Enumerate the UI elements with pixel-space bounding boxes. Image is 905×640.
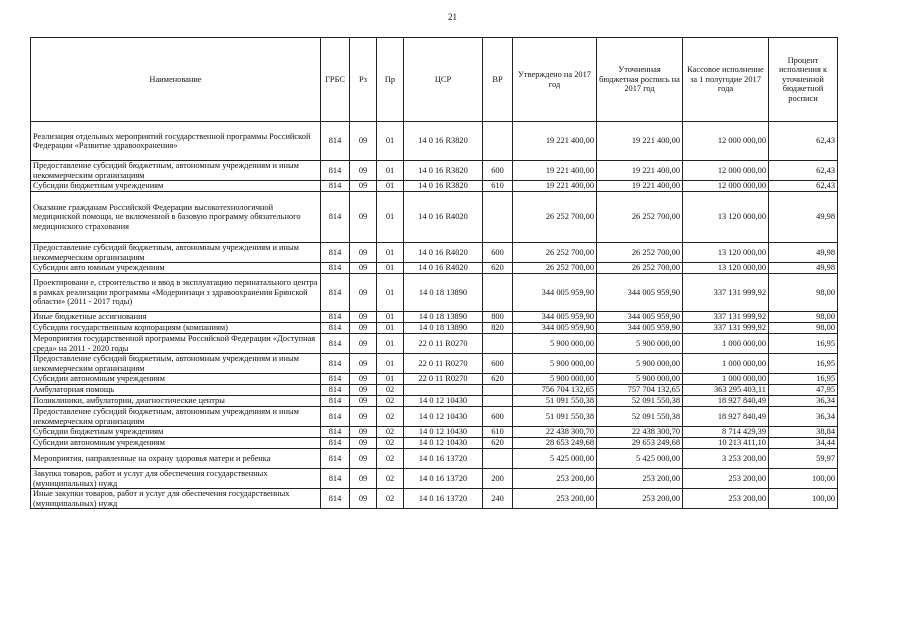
cell-csr: 14 0 16 13720 (404, 469, 483, 489)
cell-rz: 09 (350, 438, 377, 449)
table-row (31, 274, 838, 312)
table-row (31, 489, 838, 509)
cell-percent: 49,98 (769, 192, 838, 243)
cell-cash: 3 253 200,00 (683, 449, 769, 469)
cell-percent: 16,95 (769, 354, 838, 374)
cell-grbs: 814 (321, 354, 350, 374)
cell-name: Мероприятия, направленные на охрану здоровья матери и ребенка (31, 449, 321, 469)
cell-pr: 02 (377, 469, 404, 489)
cell-grbs: 814 (321, 312, 350, 323)
header-percent: Процент исполнения к уточненной бюджетной росписи (769, 38, 838, 122)
cell-cash: 1 000 000,00 (683, 374, 769, 385)
cell-name: Предоставление субсидий бюджетным, автономным учреждениям и иным некоммерческим организациям (31, 161, 321, 181)
cell-rz: 09 (350, 263, 377, 274)
cell-pr: 01 (377, 192, 404, 243)
cell-vr: 610 (483, 181, 513, 192)
cell-name: Субсидии автономным учреждениям (31, 374, 321, 385)
cell-approved: 19 221 400,00 (513, 122, 597, 161)
cell-refined: 344 005 959,90 (597, 312, 683, 323)
page-number: 21 (448, 12, 457, 22)
cell-rz: 09 (350, 192, 377, 243)
cell-approved: 5 900 000,00 (513, 334, 597, 354)
cell-name: Иные закупки товаров, работ и услуг для обеспечения государственных (муниципальных) нужд (31, 489, 321, 509)
cell-csr: 14 0 16 13720 (404, 449, 483, 469)
cell-percent: 62,43 (769, 161, 838, 181)
cell-rz: 09 (350, 243, 377, 263)
table-row (31, 334, 838, 354)
cell-pr: 02 (377, 407, 404, 427)
table-row (31, 438, 838, 449)
cell-percent: 59,97 (769, 449, 838, 469)
cell-vr: 200 (483, 469, 513, 489)
cell-cash: 253 200,00 (683, 469, 769, 489)
cell-approved: 5 425 000,00 (513, 449, 597, 469)
cell-cash: 12 000 000,00 (683, 161, 769, 181)
cell-name: Субсидии авто юмным учреждениям (31, 263, 321, 274)
cell-percent: 98,00 (769, 323, 838, 334)
cell-vr: 820 (483, 323, 513, 334)
cell-refined: 344 005 959,90 (597, 274, 683, 312)
cell-vr: 600 (483, 243, 513, 263)
cell-csr: 14 0 12 10430 (404, 427, 483, 438)
cell-grbs: 814 (321, 274, 350, 312)
cell-name: Оказание гражданам Российской Федерации высокотехнологичной медицинской помощи, не включенной в базовую программу обязательного медицинского страхования (31, 192, 321, 243)
cell-percent: 100,00 (769, 469, 838, 489)
cell-rz: 09 (350, 374, 377, 385)
cell-percent: 34,44 (769, 438, 838, 449)
cell-refined: 253 200,00 (597, 469, 683, 489)
cell-refined: 5 425 000,00 (597, 449, 683, 469)
cell-cash: 1 000 000,00 (683, 334, 769, 354)
cell-grbs: 814 (321, 263, 350, 274)
cell-vr: 800 (483, 312, 513, 323)
cell-vr (483, 334, 513, 354)
cell-vr: 610 (483, 427, 513, 438)
cell-percent: 100,00 (769, 489, 838, 509)
cell-pr: 01 (377, 274, 404, 312)
cell-cash: 13 120 000,00 (683, 263, 769, 274)
cell-refined: 26 252 700,00 (597, 263, 683, 274)
cell-rz: 09 (350, 489, 377, 509)
cell-vr: 600 (483, 407, 513, 427)
table-header-row (31, 38, 838, 122)
cell-csr: 22 0 11 R0270 (404, 374, 483, 385)
cell-refined: 19 221 400,00 (597, 161, 683, 181)
header-csr: ЦСР (404, 38, 483, 122)
cell-pr: 01 (377, 263, 404, 274)
cell-name: Предоставление субсидий бюджетным, автономным учреждениям и иным некоммерческим организациям (31, 243, 321, 263)
cell-vr (483, 192, 513, 243)
cell-vr: 620 (483, 374, 513, 385)
cell-refined: 5 900 000,00 (597, 334, 683, 354)
cell-name: Предоставление субсидий бюджетным, автономным учреждениям и иным некоммерческим организациям (31, 354, 321, 374)
cell-approved: 5 900 000,00 (513, 354, 597, 374)
table-row (31, 407, 838, 427)
cell-pr: 01 (377, 312, 404, 323)
cell-csr (404, 385, 483, 396)
cell-cash: 13 120 000,00 (683, 243, 769, 263)
cell-approved: 344 005 959,90 (513, 312, 597, 323)
cell-cash: 18 927 840,49 (683, 396, 769, 407)
cell-percent: 62,43 (769, 122, 838, 161)
table-row (31, 192, 838, 243)
cell-vr: 620 (483, 263, 513, 274)
cell-csr: 14 0 16 R4020 (404, 192, 483, 243)
cell-refined: 22 438 300,70 (597, 427, 683, 438)
cell-grbs: 814 (321, 438, 350, 449)
table-row (31, 449, 838, 469)
cell-vr (483, 396, 513, 407)
cell-name: Субсидии государственным корпорациям (компаниям) (31, 323, 321, 334)
cell-cash: 337 131 999,92 (683, 323, 769, 334)
header-refined: Уточненная бюджетная роспись на 2017 год (597, 38, 683, 122)
cell-csr: 22 0 11 R0270 (404, 334, 483, 354)
table-row (31, 469, 838, 489)
cell-csr: 14 0 16 13720 (404, 489, 483, 509)
cell-pr: 02 (377, 396, 404, 407)
cell-rz: 09 (350, 469, 377, 489)
cell-grbs: 814 (321, 469, 350, 489)
cell-approved: 28 653 249,68 (513, 438, 597, 449)
cell-approved: 22 438 300,70 (513, 427, 597, 438)
cell-name: Субсидии бюджетным учреждениям (31, 427, 321, 438)
cell-vr (483, 385, 513, 396)
cell-csr: 14 0 12 10430 (404, 407, 483, 427)
cell-cash: 8 714 429,39 (683, 427, 769, 438)
cell-csr: 22 0 11 R0270 (404, 354, 483, 374)
header-approved: Утверждено на 2017 год (513, 38, 597, 122)
cell-refined: 757 704 132,65 (597, 385, 683, 396)
cell-cash: 10 213 411,10 (683, 438, 769, 449)
cell-pr: 02 (377, 449, 404, 469)
cell-cash: 13 120 000,00 (683, 192, 769, 243)
cell-rz: 09 (350, 396, 377, 407)
cell-refined: 19 221 400,00 (597, 122, 683, 161)
cell-grbs: 814 (321, 192, 350, 243)
cell-rz: 09 (350, 122, 377, 161)
cell-approved: 19 221 400,00 (513, 181, 597, 192)
cell-approved: 253 200,00 (513, 489, 597, 509)
table-row (31, 427, 838, 438)
cell-approved: 756 704 132,65 (513, 385, 597, 396)
cell-pr: 02 (377, 385, 404, 396)
cell-cash: 337 131 999,92 (683, 312, 769, 323)
cell-cash: 18 927 840,49 (683, 407, 769, 427)
cell-name: Субсидии бюджетным учреждениям (31, 181, 321, 192)
cell-refined: 5 900 000,00 (597, 354, 683, 374)
cell-vr (483, 274, 513, 312)
cell-rz: 09 (350, 449, 377, 469)
cell-pr: 01 (377, 181, 404, 192)
cell-approved: 26 252 700,00 (513, 192, 597, 243)
cell-grbs: 814 (321, 489, 350, 509)
cell-grbs: 814 (321, 323, 350, 334)
cell-rz: 09 (350, 334, 377, 354)
header-pr: Пр (377, 38, 404, 122)
table-row (31, 374, 838, 385)
cell-vr: 600 (483, 161, 513, 181)
cell-csr: 14 0 16 R4020 (404, 263, 483, 274)
cell-percent: 49,98 (769, 243, 838, 263)
cell-rz: 09 (350, 427, 377, 438)
cell-grbs: 814 (321, 334, 350, 354)
cell-vr (483, 449, 513, 469)
cell-cash: 1 000 000,00 (683, 354, 769, 374)
cell-approved: 19 221 400,00 (513, 161, 597, 181)
cell-pr: 01 (377, 334, 404, 354)
table-row (31, 385, 838, 396)
cell-vr (483, 122, 513, 161)
cell-grbs: 814 (321, 396, 350, 407)
table-row (31, 396, 838, 407)
cell-rz: 09 (350, 323, 377, 334)
cell-grbs: 814 (321, 243, 350, 263)
cell-refined: 52 091 550,38 (597, 407, 683, 427)
cell-approved: 253 200,00 (513, 469, 597, 489)
cell-rz: 09 (350, 161, 377, 181)
cell-cash: 363 295 403,11 (683, 385, 769, 396)
cell-csr: 14 0 18 13890 (404, 323, 483, 334)
table-row (31, 122, 838, 161)
cell-refined: 29 653 249,68 (597, 438, 683, 449)
cell-grbs: 814 (321, 161, 350, 181)
cell-percent: 36,34 (769, 407, 838, 427)
cell-grbs: 814 (321, 122, 350, 161)
cell-approved: 51 091 550,38 (513, 407, 597, 427)
cell-percent: 62,43 (769, 181, 838, 192)
cell-approved: 344 005 959,90 (513, 274, 597, 312)
cell-rz: 09 (350, 354, 377, 374)
cell-grbs: 814 (321, 385, 350, 396)
table-row (31, 312, 838, 323)
cell-csr: 14 0 18 13890 (404, 312, 483, 323)
table-row (31, 243, 838, 263)
header-rz: Рз (350, 38, 377, 122)
cell-vr: 600 (483, 354, 513, 374)
header-grbs: ГРБС (321, 38, 350, 122)
cell-csr: 14 0 16 R3820 (404, 122, 483, 161)
cell-csr: 14 0 12 10430 (404, 438, 483, 449)
cell-approved: 5 900 000,00 (513, 374, 597, 385)
cell-pr: 02 (377, 427, 404, 438)
cell-cash: 253 200,00 (683, 489, 769, 509)
table-row (31, 323, 838, 334)
cell-cash: 337 131 999,92 (683, 274, 769, 312)
cell-rz: 09 (350, 274, 377, 312)
cell-grbs: 814 (321, 427, 350, 438)
header-name: Наименование (31, 38, 321, 122)
cell-refined: 26 252 700,00 (597, 192, 683, 243)
cell-grbs: 814 (321, 449, 350, 469)
cell-approved: 26 252 700,00 (513, 243, 597, 263)
header-vr: ВР (483, 38, 513, 122)
cell-csr: 14 0 16 R4020 (404, 243, 483, 263)
cell-cash: 12 000 000,00 (683, 122, 769, 161)
cell-name: Мероприятия государственной программы Российской Федерации «Доступная среда» на 2011 - 2020 годы (31, 334, 321, 354)
cell-refined: 52 091 550,38 (597, 396, 683, 407)
cell-name: Амбулаторная помощь (31, 385, 321, 396)
cell-rz: 09 (350, 312, 377, 323)
cell-vr: 240 (483, 489, 513, 509)
cell-rz: 09 (350, 407, 377, 427)
cell-percent: 98,00 (769, 312, 838, 323)
cell-grbs: 814 (321, 181, 350, 192)
cell-name: Закупка товаров, работ и услуг для обеспечения государственных (муниципальных) нужд (31, 469, 321, 489)
cell-name: Поликлиники, амбулатории, диагностические центры (31, 396, 321, 407)
cell-grbs: 814 (321, 407, 350, 427)
cell-approved: 26 252 700,00 (513, 263, 597, 274)
cell-refined: 253 200,00 (597, 489, 683, 509)
table-row (31, 354, 838, 374)
cell-refined: 5 900 000,00 (597, 374, 683, 385)
table-row (31, 263, 838, 274)
cell-name: Реализация отдельных мероприятий государственной программы Российской Федерации «Развитие здравоохранения» (31, 122, 321, 161)
cell-percent: 36,34 (769, 396, 838, 407)
cell-approved: 344 005 959,90 (513, 323, 597, 334)
cell-name: Проектировани е, строительство и ввод в эксплуатацию перинатального центра в рамках реализации программы «Модернизаци з здравоохранения Брянской области» (2011 - 2017 годы) (31, 274, 321, 312)
cell-percent: 98,00 (769, 274, 838, 312)
cell-pr: 01 (377, 161, 404, 181)
budget-table (30, 37, 838, 509)
cell-name: Предоставление субсидий бюджетным, автономным учреждениям и иным некоммерческим организациям (31, 407, 321, 427)
cell-percent: 16,95 (769, 334, 838, 354)
cell-refined: 19 221 400,00 (597, 181, 683, 192)
cell-pr: 01 (377, 323, 404, 334)
cell-refined: 26 252 700,00 (597, 243, 683, 263)
table-row (31, 161, 838, 181)
cell-approved: 51 091 550,38 (513, 396, 597, 407)
cell-csr: 14 0 16 R3820 (404, 181, 483, 192)
cell-percent: 16,95 (769, 374, 838, 385)
cell-pr: 01 (377, 374, 404, 385)
cell-percent: 49,98 (769, 263, 838, 274)
cell-percent: 38,84 (769, 427, 838, 438)
cell-percent: 47,95 (769, 385, 838, 396)
cell-vr: 620 (483, 438, 513, 449)
cell-pr: 02 (377, 438, 404, 449)
cell-pr: 01 (377, 243, 404, 263)
cell-csr: 14 0 18 13890 (404, 274, 483, 312)
cell-name: Субсидии автономным учреждениям (31, 438, 321, 449)
cell-name: Иные бюджетные ассигнования (31, 312, 321, 323)
table-row (31, 181, 838, 192)
cell-pr: 01 (377, 354, 404, 374)
cell-csr: 14 0 16 R3820 (404, 161, 483, 181)
cell-pr: 02 (377, 489, 404, 509)
cell-refined: 344 005 959,90 (597, 323, 683, 334)
cell-cash: 12 000 000,00 (683, 181, 769, 192)
cell-rz: 09 (350, 385, 377, 396)
cell-pr: 01 (377, 122, 404, 161)
header-cash: Кассовое исполнение за 1 полугодие 2017 года (683, 38, 769, 122)
cell-rz: 09 (350, 181, 377, 192)
cell-grbs: 814 (321, 374, 350, 385)
cell-csr: 14 0 12 10430 (404, 396, 483, 407)
